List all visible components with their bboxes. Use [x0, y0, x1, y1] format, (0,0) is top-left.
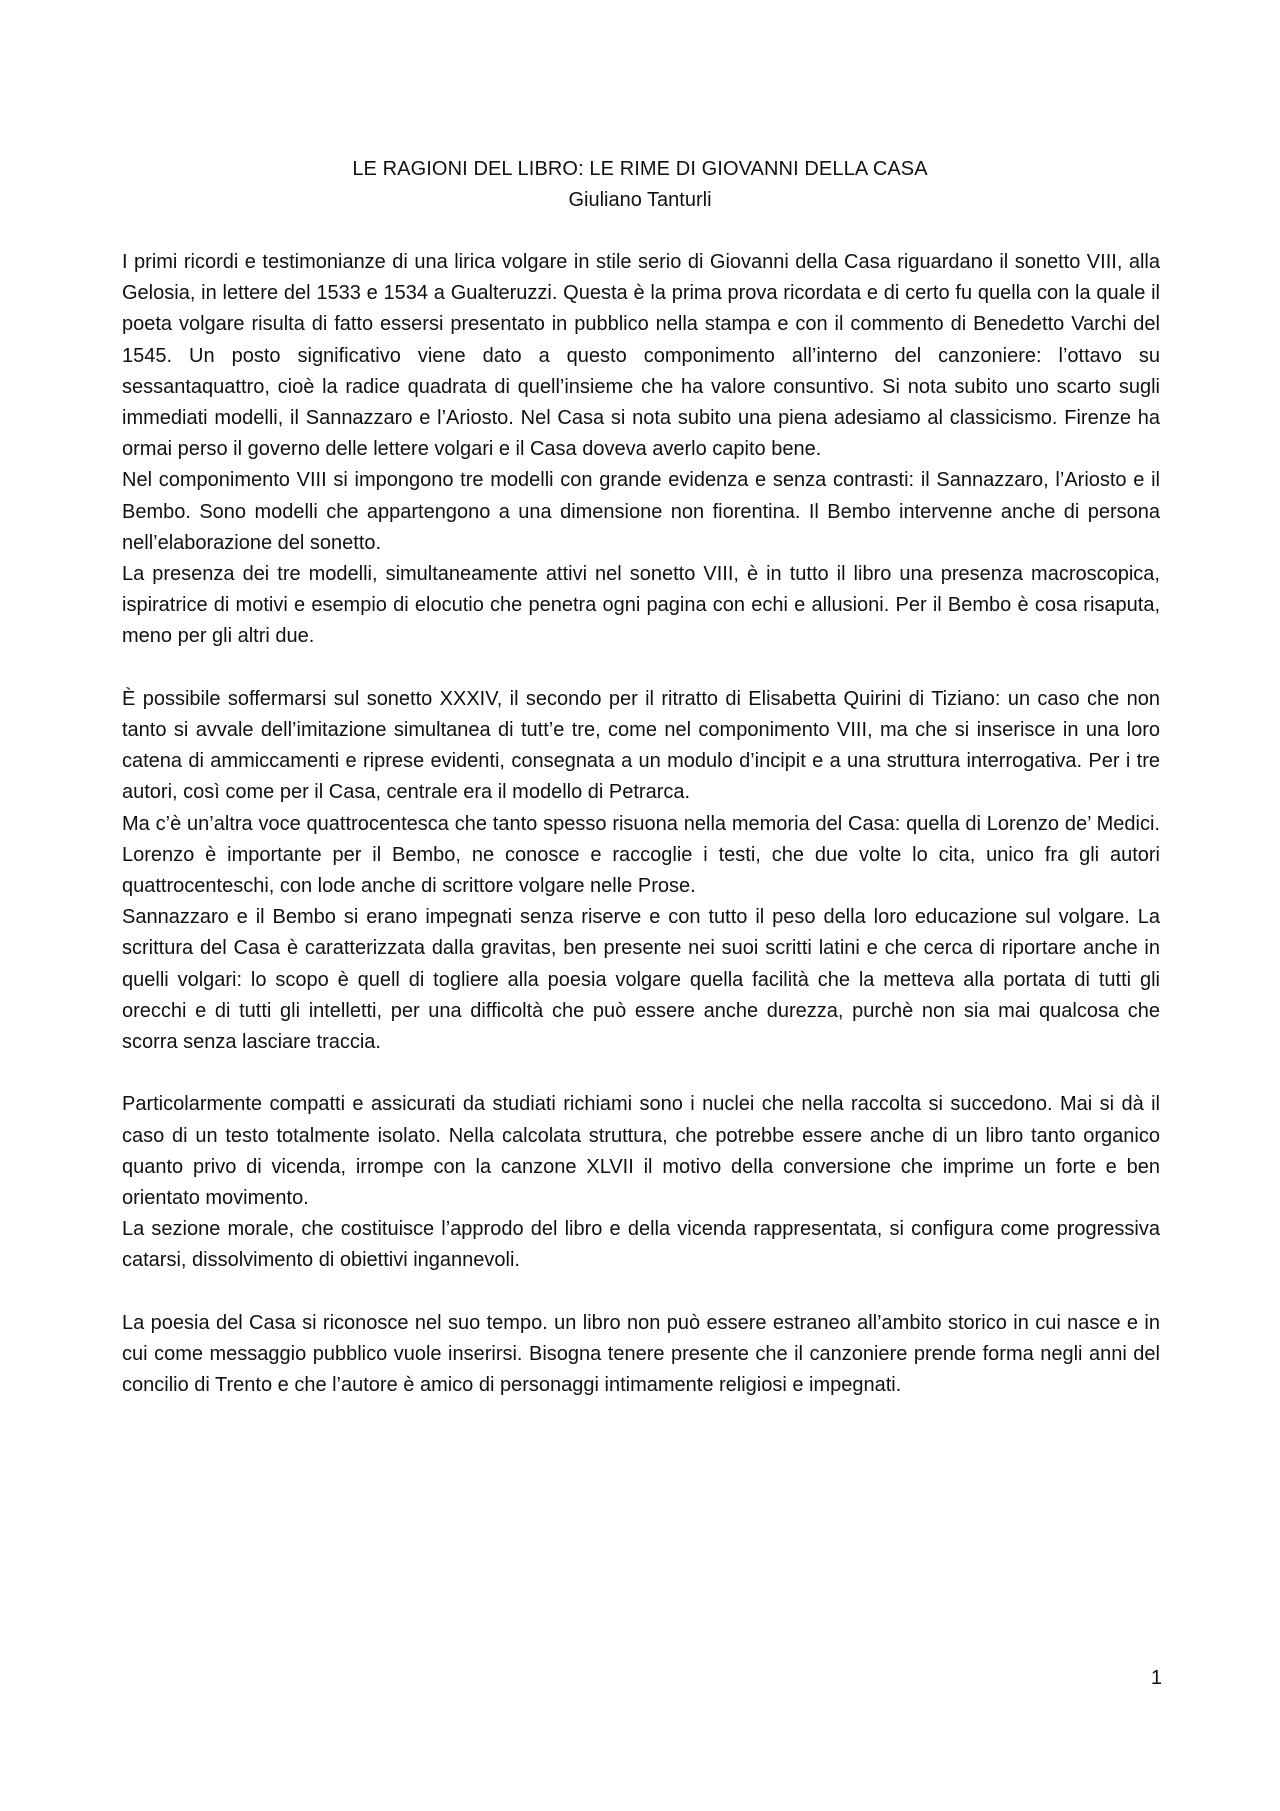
document-title: LE RAGIONI DEL LIBRO: LE RIME DI GIOVANNI DELLA CASA [352, 158, 928, 180]
paragraph: La presenza dei tre modelli, simultaneamente attivi nel sonetto VIII, è in tutto il libro una presenza macroscopica, ispiratrice di motivi e esempio di elocutio che penetra ogni pagina con echi e allusioni. Per il Bembo è cosa risaputa, meno per gli altri due. [122, 563, 1160, 648]
paragraph: È possibile soffermarsi sul sonetto XXXIV, il secondo per il ritratto di Elisabetta Quirini di Tiziano: un caso che non tanto si avvale dell’imitazione simultanea di tutt’e tre, come nel componimento VIII, ma che si inserisce in una loro catena di ammiccamenti e riprese evidenti, consegnata a un modulo d’incipit e a una struttura interrogativa. Per i tre autori, così come per il Casa, centrale era il modello di Petrarca. [122, 687, 1160, 804]
document-body [122, 247, 1160, 1401]
paragraph: La poesia del Casa si riconosce nel suo tempo. un libro non può essere estraneo all’ambito storico in cui nasce e in cui come messaggio pubblico vuole inserirsi. Bisogna tenere presente che il canzoniere prende forma negli anni del concilio di Trento e che l’autore è amico di personaggi intimamente religiosi e impegnati. [122, 1311, 1160, 1397]
paragraph: Particolarmente compatti e assicurati da studiati richiami sono i nuclei che nella raccolta si succedono. Mai si dà il caso di un testo totalmente isolato. Nella calcolata struttura, che potrebbe essere anche di un libro tanto organico quanto privo di vicenda, irrompe con la canzone XLVII il motivo della conversione che imprime un forte e ben orientato movimento. [122, 1093, 1160, 1210]
paragraph: Sannazzaro e il Bembo si erano impegnati senza riserve e con tutto il peso della loro educazione sul volgare. La scrittura del Casa è caratterizzata dalla gravitas, ben presente nei suoi scritti latini e che cerca di riportare anche in quelli volgari: lo scopo è quell di togliere alla poesia volgare quella facilità che la metteva alla portata di tutti gli orecchi e di tutti gli intelletti, per una difficoltà che può essere anche durezza, purchè non sia mai qualcosa che scorra senza lasciare traccia. [122, 906, 1160, 1054]
paragraph: I primi ricordi e testimonianze di una lirica volgare in stile serio di Giovanni della Casa riguardano il sonetto VIII, alla Gelosia, in lettere del 1533 e 1534 a Gualteruzzi. Questa è la prima prova ricordata e di certo fu quella con la quale il poeta volgare risulta di fatto essersi presentato in pubblico nella stampa e con il commento di Benedetto Varchi del 1545. Un posto significativo viene dato a questo componimento all’interno del canzoniere: l’ottavo su sessantaquattro, cioè la radice quadrata di quell’insieme che ha valore consuntivo. Si nota subito uno scarto sugli immediati modelli, il Sannazzaro e l’Ariosto. Nel Casa si nota subito una piena adesiamo al classicismo. Firenze ha ormai perso il governo delle lettere volgari e il Casa doveva averlo capito bene. [122, 251, 1160, 461]
paragraph: La sezione morale, che costituisce l’approdo del libro e della vicenda rappresentata, si configura come progressiva catarsi, dissolvimento di obiettivi ingannevoli. [122, 1218, 1160, 1272]
document-author: Giuliano Tanturli [568, 189, 712, 211]
paragraph: Ma c’è un’altra voce quattrocentesca che tanto spesso risuona nella memoria del Casa: quella di Lorenzo de’ Medici. Lorenzo è importante per il Bembo, ne conosce e raccoglie i testi, che due volte lo cita, unico fra gli autori quattrocenteschi, con lode anche di scrittore volgare nelle Prose. [122, 812, 1160, 898]
paragraph: Nel componimento VIII si impongono tre modelli con grande evidenza e senza contrasti: il Sannazzaro, l’Ariosto e il Bembo. Sono modelli che appartengono a una dimensione non fiorentina. Il Bembo intervenne anche di persona nell’elaborazione del sonetto. [122, 469, 1160, 554]
title-block [0, 154, 1280, 216]
page-number: 1 [1150, 1667, 1162, 1689]
